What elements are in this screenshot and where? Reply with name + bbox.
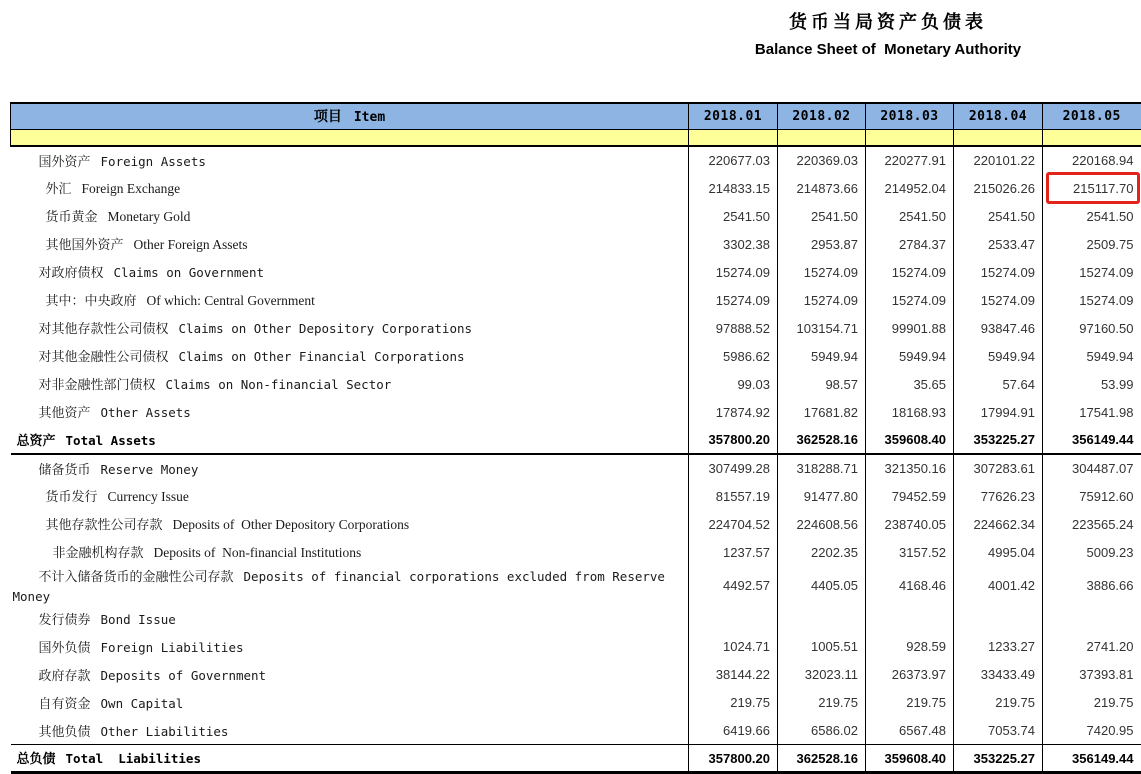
row-label-english: Claims on Government <box>114 265 265 280</box>
row-label-cell <box>11 230 689 258</box>
value-cell: 4405.05 <box>778 566 866 605</box>
row-label-cell <box>11 745 689 773</box>
row-label-cell <box>11 370 689 398</box>
value-cell: 53.99 <box>1043 370 1141 398</box>
row-label-cell <box>11 661 689 689</box>
row-label-chinese: 对其他金融性公司债权 <box>39 350 169 365</box>
value-cell: 6586.02 <box>778 717 866 745</box>
value-cell <box>1043 605 1141 633</box>
item-header-chinese: 项目 <box>314 109 342 125</box>
value-cell: 15274.09 <box>866 286 954 314</box>
highlight-box <box>1046 172 1140 204</box>
value-cell: 37393.81 <box>1043 661 1141 689</box>
value-cell: 5949.94 <box>1043 342 1141 370</box>
value-cell: 220168.94 <box>1043 146 1141 174</box>
value-cell: 353225.27 <box>954 426 1043 454</box>
value-cell: 224704.52 <box>689 510 778 538</box>
value-cell: 4001.42 <box>954 566 1043 605</box>
table-row <box>11 230 1141 258</box>
value-cell: 2541.50 <box>1043 202 1141 230</box>
value-cell: 3886.66 <box>1043 566 1141 605</box>
value-cell: 2533.47 <box>954 230 1043 258</box>
row-label-english: Foreign Liabilities <box>101 640 244 655</box>
row-label-cell <box>11 342 689 370</box>
table-row <box>11 661 1141 689</box>
table-row <box>11 174 1141 202</box>
row-label-chinese: 对其他存款性公司债权 <box>39 322 169 337</box>
row-label-english: Currency Issue <box>108 489 189 504</box>
value-cell <box>866 605 954 633</box>
empty-band-cell <box>11 129 689 146</box>
value-cell: 57.64 <box>954 370 1043 398</box>
empty-band-cell <box>954 129 1043 146</box>
value-cell: 5949.94 <box>866 342 954 370</box>
column-header-2018-04: 2018.04 <box>954 103 1043 129</box>
value-cell: 2784.37 <box>866 230 954 258</box>
table-row <box>11 538 1141 566</box>
row-label-cell <box>11 717 689 745</box>
value-cell: 307499.28 <box>689 454 778 482</box>
value-cell: 1005.51 <box>778 633 866 661</box>
value-cell: 224662.34 <box>954 510 1043 538</box>
value-cell: 17994.91 <box>954 398 1043 426</box>
row-label-chinese: 发行债券 <box>39 613 91 628</box>
value-cell: 91477.80 <box>778 482 866 510</box>
page-title-english: Balance Sheet of Monetary Authority <box>638 41 1138 58</box>
value-cell: 15274.09 <box>689 258 778 286</box>
row-label-english: Of which: Central Government <box>147 293 315 308</box>
row-label-english: Claims on Other Depository Corporations <box>179 321 473 336</box>
table-row <box>11 745 1141 773</box>
row-label-english: Deposits of financial corporations excluded from Reserve Money <box>13 569 673 604</box>
value-cell: 362528.16 <box>778 745 866 773</box>
row-label-cell <box>11 286 689 314</box>
row-label-cell <box>11 510 689 538</box>
table-row <box>11 202 1141 230</box>
value-cell: 18168.93 <box>866 398 954 426</box>
row-label-chinese: 其他国外资产 <box>46 238 124 253</box>
value-cell: 928.59 <box>866 633 954 661</box>
row-label-english: Bond Issue <box>101 612 176 627</box>
row-label-chinese: 自有资金 <box>39 697 91 712</box>
row-label-english: Other Liabilities <box>101 724 229 739</box>
value-cell: 1233.27 <box>954 633 1043 661</box>
table-row <box>11 689 1141 717</box>
row-label-chinese: 货币发行 <box>46 490 98 505</box>
table-row <box>11 633 1141 661</box>
value-cell: 357800.20 <box>689 426 778 454</box>
value-cell: 97160.50 <box>1043 314 1141 342</box>
value-cell: 356149.44 <box>1043 426 1141 454</box>
row-label-chinese: 不计入储备货币的金融性公司存款 <box>39 570 234 585</box>
value-cell: 220277.91 <box>866 146 954 174</box>
value-cell: 5986.62 <box>689 342 778 370</box>
table-row <box>11 566 1141 605</box>
empty-band-cell <box>778 129 866 146</box>
value-cell: 214873.66 <box>778 174 866 202</box>
row-label-chinese: 对非金融性部门债权 <box>39 378 156 393</box>
header-row <box>11 103 1141 129</box>
value-cell: 2509.75 <box>1043 230 1141 258</box>
table-row <box>11 426 1141 454</box>
row-label-chinese: 其他负债 <box>39 725 91 740</box>
value-cell: 219.75 <box>954 689 1043 717</box>
value-cell: 1024.71 <box>689 633 778 661</box>
value-cell: 17681.82 <box>778 398 866 426</box>
value-cell <box>954 605 1043 633</box>
row-label-english: Total Liabilities <box>66 751 201 766</box>
column-header-2018-01: 2018.01 <box>689 103 778 129</box>
value-cell: 307283.61 <box>954 454 1043 482</box>
row-label-cell <box>11 482 689 510</box>
row-label-chinese: 国外资产 <box>39 155 91 170</box>
row-label-chinese: 货币黄金 <box>46 210 98 225</box>
row-label-cell <box>11 398 689 426</box>
row-label-english: Deposits of Other Depository Corporations <box>173 517 410 532</box>
value-cell: 6419.66 <box>689 717 778 745</box>
value-cell: 15274.09 <box>689 286 778 314</box>
row-label-english: Reserve Money <box>101 462 199 477</box>
page-title <box>638 8 1138 58</box>
row-label-english: Own Capital <box>101 696 184 711</box>
value-cell: 26373.97 <box>866 661 954 689</box>
empty-band-cell <box>689 129 778 146</box>
value-cell: 3302.38 <box>689 230 778 258</box>
row-label-english: Other Foreign Assets <box>134 237 248 252</box>
value-cell: 215026.26 <box>954 174 1043 202</box>
value-cell: 15274.09 <box>954 286 1043 314</box>
table-row <box>11 717 1141 745</box>
page-title-chinese: 货币当局资产负债表 <box>638 8 1138 34</box>
row-label-english: Deposits of Government <box>101 668 267 683</box>
value-cell: 220677.03 <box>689 146 778 174</box>
row-label-english: Claims on Non-financial Sector <box>166 377 392 392</box>
value-cell: 17541.98 <box>1043 398 1141 426</box>
table-row <box>11 454 1141 482</box>
value-cell: 15274.09 <box>778 258 866 286</box>
row-label-chinese: 非金融机构存款 <box>53 546 144 561</box>
column-header-2018-02: 2018.02 <box>778 103 866 129</box>
value-cell: 220101.22 <box>954 146 1043 174</box>
value-cell: 33433.49 <box>954 661 1043 689</box>
value-cell: 214952.04 <box>866 174 954 202</box>
value-cell: 2541.50 <box>954 202 1043 230</box>
value-cell: 238740.05 <box>866 510 954 538</box>
table-row <box>11 258 1141 286</box>
column-header-2018-05: 2018.05 <box>1043 103 1141 129</box>
value-cell: 97888.52 <box>689 314 778 342</box>
value-cell: 2741.20 <box>1043 633 1141 661</box>
value-cell: 304487.07 <box>1043 454 1141 482</box>
row-label-cell <box>11 258 689 286</box>
value-cell: 79452.59 <box>866 482 954 510</box>
value-cell: 17874.92 <box>689 398 778 426</box>
row-label-cell <box>11 689 689 717</box>
value-cell: 99.03 <box>689 370 778 398</box>
value-cell: 77626.23 <box>954 482 1043 510</box>
value-cell: 215117.70 <box>1043 174 1141 202</box>
row-label-english: Foreign Assets <box>101 154 206 169</box>
row-label-cell <box>11 566 689 605</box>
value-cell: 219.75 <box>1043 689 1141 717</box>
value-cell: 357800.20 <box>689 745 778 773</box>
table-row <box>11 510 1141 538</box>
value-cell: 81557.19 <box>689 482 778 510</box>
row-label-english: Foreign Exchange <box>82 181 181 196</box>
empty-band-cell <box>866 129 954 146</box>
column-header-2018-03: 2018.03 <box>866 103 954 129</box>
value-cell: 2541.50 <box>866 202 954 230</box>
value-cell: 321350.16 <box>866 454 954 482</box>
row-label-cell <box>11 454 689 482</box>
row-label-chinese: 国外负债 <box>39 641 91 656</box>
value-cell: 5949.94 <box>954 342 1043 370</box>
value-cell: 220369.03 <box>778 146 866 174</box>
table-row <box>11 146 1141 174</box>
table-row <box>11 370 1141 398</box>
value-cell: 15274.09 <box>778 286 866 314</box>
value-cell: 38144.22 <box>689 661 778 689</box>
value-cell: 15274.09 <box>1043 286 1141 314</box>
value-cell <box>778 605 866 633</box>
value-cell: 3157.52 <box>866 538 954 566</box>
value-cell: 318288.71 <box>778 454 866 482</box>
value-cell: 7420.95 <box>1043 717 1141 745</box>
value-cell: 15274.09 <box>866 258 954 286</box>
row-label-cell <box>11 633 689 661</box>
value-cell: 35.65 <box>866 370 954 398</box>
row-label-cell <box>11 146 689 174</box>
table-row <box>11 342 1141 370</box>
table-row <box>11 398 1141 426</box>
value-cell: 15274.09 <box>1043 258 1141 286</box>
value-cell: 359608.40 <box>866 426 954 454</box>
value-cell: 356149.44 <box>1043 745 1141 773</box>
value-cell <box>689 605 778 633</box>
row-label-english: Total Assets <box>66 433 156 448</box>
row-label-chinese: 其他资产 <box>39 406 91 421</box>
row-label-cell <box>11 538 689 566</box>
value-cell: 5949.94 <box>778 342 866 370</box>
value-cell: 219.75 <box>778 689 866 717</box>
empty-band-cell <box>1043 129 1141 146</box>
row-label-chinese: 总资产 <box>17 434 56 449</box>
value-cell: 223565.24 <box>1043 510 1141 538</box>
value-cell: 2953.87 <box>778 230 866 258</box>
empty-band-row <box>11 129 1141 146</box>
row-label-chinese: 政府存款 <box>39 669 91 684</box>
value-cell: 5009.23 <box>1043 538 1141 566</box>
value-cell: 32023.11 <box>778 661 866 689</box>
value-cell: 1237.57 <box>689 538 778 566</box>
row-label-english: Monetary Gold <box>108 209 191 224</box>
value-cell: 2541.50 <box>778 202 866 230</box>
item-column-header <box>11 103 689 129</box>
row-label-cell <box>11 605 689 633</box>
value-cell: 359608.40 <box>866 745 954 773</box>
row-label-cell <box>11 314 689 342</box>
value-cell: 4168.46 <box>866 566 954 605</box>
row-label-english: Other Assets <box>101 405 191 420</box>
value-cell: 4492.57 <box>689 566 778 605</box>
row-label-english: Deposits of Non-financial Institutions <box>154 545 362 560</box>
value-cell: 224608.56 <box>778 510 866 538</box>
value-cell: 7053.74 <box>954 717 1043 745</box>
table-body <box>11 146 1141 773</box>
item-header-english: Item <box>354 110 385 125</box>
table-header <box>11 103 1141 146</box>
value-cell: 93847.46 <box>954 314 1043 342</box>
value-cell: 214833.15 <box>689 174 778 202</box>
value-cell: 2202.35 <box>778 538 866 566</box>
row-label-chinese: 外汇 <box>46 182 72 197</box>
row-label-chinese: 其他存款性公司存款 <box>46 518 163 533</box>
row-label-cell <box>11 426 689 454</box>
value-cell: 362528.16 <box>778 426 866 454</box>
balance-sheet-table <box>10 102 1141 774</box>
table-row <box>11 605 1141 633</box>
row-label-english: Claims on Other Financial Corporations <box>179 349 465 364</box>
table-row <box>11 286 1141 314</box>
value-cell: 219.75 <box>866 689 954 717</box>
value-cell: 353225.27 <box>954 745 1043 773</box>
value-cell: 4995.04 <box>954 538 1043 566</box>
row-label-chinese: 储备货币 <box>39 463 91 478</box>
value-cell: 103154.71 <box>778 314 866 342</box>
row-label-cell <box>11 174 689 202</box>
row-label-chinese: 其中：中央政府 <box>46 294 137 309</box>
value-cell: 2541.50 <box>689 202 778 230</box>
value-cell: 15274.09 <box>954 258 1043 286</box>
table-row <box>11 482 1141 510</box>
row-label-cell <box>11 202 689 230</box>
value-cell: 99901.88 <box>866 314 954 342</box>
value-cell: 6567.48 <box>866 717 954 745</box>
value-cell: 75912.60 <box>1043 482 1141 510</box>
value-cell: 98.57 <box>778 370 866 398</box>
table-row <box>11 314 1141 342</box>
row-label-chinese: 总负债 <box>17 752 56 767</box>
row-label-chinese: 对政府债权 <box>39 266 104 281</box>
value-cell: 219.75 <box>689 689 778 717</box>
